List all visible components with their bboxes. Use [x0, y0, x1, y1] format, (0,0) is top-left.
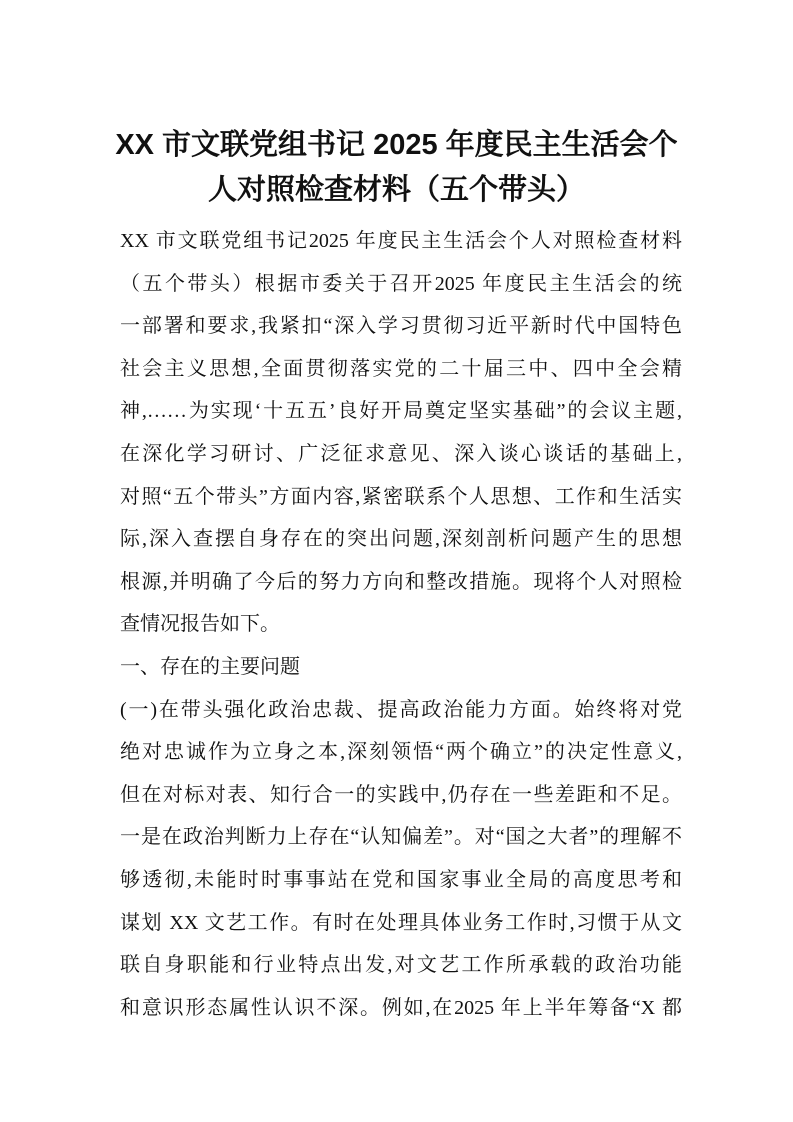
body-text-line: 一是在政治判断力上存在“认知偏差”。对“国之大者”的理解不	[120, 826, 682, 849]
body-text-line: 和意识形态属性认识不深。例如,在2025 年上半年筹备“X 都	[120, 996, 682, 1019]
body-text-line: XX 市文联党组书记2025 年度民主生活会个人对照检查材料	[120, 230, 682, 252]
body-text-line: 联自身职能和行业特点出发,对文艺工作所承载的政治功能	[120, 954, 682, 977]
body-text-line: 际,深入查摆自身存在的突出问题,深刻剖析问题产生的思想	[120, 528, 682, 551]
document-body	[120, 220, 682, 1029]
document-title-line-1: XX 市文联党组书记 2025 年度民主生活会个	[115, 129, 678, 161]
body-text-line: 在深化学习研讨、广泛征求意见、深入谈心谈话的基础上,	[120, 442, 682, 465]
body-text-line: 根源,并明确了今后的努力方向和整改措施。现将个人对照检	[120, 570, 682, 593]
body-text-line: 对照“五个带头”方面内容,紧密联系个人思想、工作和生活实	[120, 485, 682, 508]
document-title-line-2: 人对照检查材料（五个带头）	[207, 174, 585, 206]
body-text-line: 一部署和要求,我紧扣“深入学习贯彻习近平新时代中国特色	[120, 315, 682, 338]
body-text-line: 但在对标对表、知行合一的实践中,仍存在一些差距和不足。	[120, 783, 682, 806]
body-text-line: 神,……为实现‘十五五’良好开局奠定坚实基础”的会议主题,	[120, 400, 682, 423]
body-text-line: （五个带头）根据市委关于召开2025 年度民主生活会的统	[120, 272, 682, 295]
body-text-line: 够透彻,未能时时事事站在党和国家事业全局的高度思考和	[120, 868, 682, 891]
body-text-line: 查情况报告如下。	[120, 613, 280, 636]
body-text-line: 绝对忠诚作为立身之本,深刻领悟“两个确立”的决定性意义,	[120, 741, 682, 764]
body-text-line: (一)在带头强化政治忠裁、提高政治能力方面。始终将对党	[120, 698, 682, 721]
body-text-line: 一、存在的主要问题	[120, 655, 300, 678]
body-text-line: 社会主义思想,全面贯彻落实党的二十届三中、四中全会精	[120, 357, 682, 380]
body-text-line: 谋划 XX 文艺工作。有时在处理具体业务工作时,习惯于从文	[120, 911, 682, 934]
